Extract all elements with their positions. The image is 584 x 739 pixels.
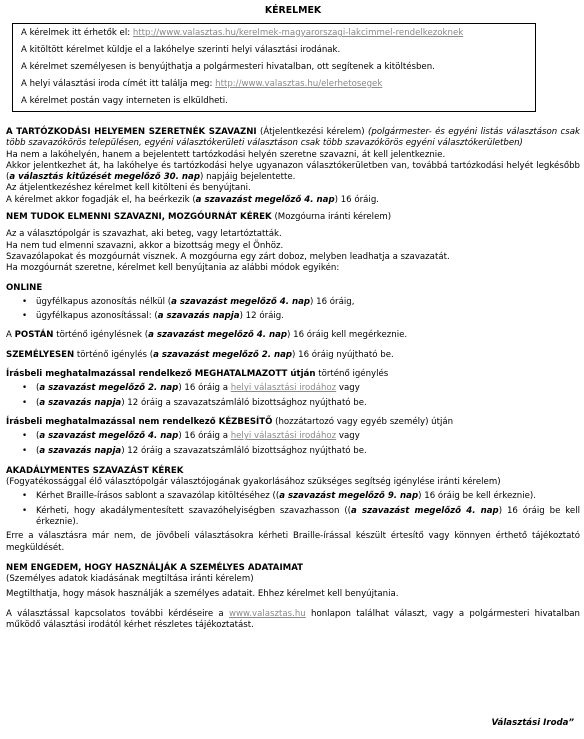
- akadalymentes-list: [6, 491, 580, 528]
- section-atjelentkezes-heading: A TARTÓZKODÁSI HELYEMEN SZERETNÉK SZAVAZNI (Átjelentkezési kérelem) (polgármester- és egyéni listás választáson csak több szavazókörös településen, egyéni választókerületi választáson csak több szavazókörös egyéni választókerületben): [6, 127, 580, 149]
- list-item: • (a szavazás napja) 12 óráig a szavazatszámláló bizottsághoz nyújtható be.: [6, 446, 580, 457]
- paragraph: Szavazólapokat és mozgóurnát visznek. A mozgóurna egy zárt doboz, melyben leadhatja a szavazatát.: [6, 251, 450, 262]
- paragraph: Az a választópolgár is szavazhat, aki beteg, vagy letartóztatták.: [6, 229, 282, 240]
- online-heading: ONLINE: [6, 282, 43, 293]
- page-title: KÉRELMEK: [264, 5, 322, 16]
- helyi-valasztasi-iroda-link[interactable]: helyi választási irodához: [230, 383, 337, 394]
- kerelmek-link[interactable]: http://www.valasztas.hu/kerelmek-magyarorszagi-lakcimmel-rendelkezoknek: [132, 28, 464, 38]
- signature: Választási Iroda”: [491, 718, 574, 728]
- meghatalmazott-heading: Írásbeli meghatalmazással rendelkező MEGHATALMAZOTT útján történő igénylés: [6, 369, 389, 380]
- info-line-4: A helyi választási iroda címét itt találja meg: http://www.valasztas.hu/elerhetosegek: [21, 79, 383, 89]
- szemelyesen-paragraph: SZEMÉLYESEN történő igénylés (a szavazást megelőző 2. nap) 16 óráig nyújtható be.: [6, 349, 394, 360]
- info-line-2: A kitöltött kérelmet küldje el a lakóhelye szerinti helyi választási irodának.: [21, 45, 341, 55]
- paragraph: Megtilthatja, hogy mások használják a személyes adatait. Ehhez kérelmet kell benyújtania.: [6, 588, 399, 599]
- akadalymentes-subtitle: (Fogyatékossággal élő választópolgár választójogának gyakorlásához szükséges segítség igénylése iránti kérelem): [6, 477, 501, 488]
- paragraph: Erre a választásra már nem, de jövőbeli választásokra kérheti Braille-írással készült értesítő vagy könnyen érthető tájékoztató megküldését.: [6, 531, 580, 553]
- paragraph: A kérelmet akkor fogadják el, ha beérkezik (a szavazást megelőző 4. nap) 16 óráig.: [6, 194, 380, 205]
- list-item: • Kérhet Braille-írásos sablont a szavazólap kitöltéséhez ((a szavazást megelőző 9. nap) 16 óráig be kell érkeznie).: [6, 491, 580, 502]
- adatok-subtitle: (Személyes adatok kiadásának megtiltása iránti kérelem): [6, 574, 254, 585]
- postan-paragraph: A POSTÁN történő igénylésnek (a szavazást megelőző 4. nap) 16 óráig kell megérkeznie.: [6, 330, 408, 341]
- elerhetosegek-link[interactable]: http://www.valasztas.hu/elerhetosegek: [215, 79, 383, 89]
- kezbesito-list: [6, 431, 580, 457]
- valasztas-hu-link[interactable]: www.valasztas.hu: [228, 608, 306, 619]
- info-line-3: A kérelmet személyesen is benyújthatja a polgármesteri hivatalban, ott segítenek a kitöltésben.: [21, 62, 435, 72]
- paragraph: Ha nem a lakóhelyén, hanem a bejelentett tartózkodási helyén szeretne szavazni, át kell jelentkeznie.: [6, 149, 446, 160]
- document-page: [6, 0, 580, 631]
- list-item: • Kérheti, hogy akadálymentesített szavazóhelyiségben szavazhasson ((a szavazást megelőző 4. nap) 16 óráig be kell érkeznie).: [6, 506, 580, 529]
- helyi-valasztasi-iroda-link[interactable]: helyi választási irodához: [230, 431, 337, 442]
- footer-paragraph: A választással kapcsolatos további kérdéseire a www.valasztas.hu honlapon találhat választ, vagy a polgármesteri hivatalban működő választási irodától kérhet részletes tájékoztatást.: [6, 608, 580, 631]
- list-item: • ügyfélkapus azonosítással: (a szavazás napja) 12 óráig.: [6, 311, 580, 322]
- section-mozgourna-heading: NEM TUDOK ELMENNI SZAVAZNI, MOZGÓURNÁT KÉREK (Mozgóurna iránti kérelem): [6, 212, 392, 223]
- info-line-1: A kérelmek itt érhetők el: http://www.valasztas.hu/kerelmek-magyarorszagi-lakcimmel-rendelkezoknek: [21, 28, 464, 38]
- paragraph: Ha mozgóurnát szeretne, kérelmet kell benyújtania az alábbi módok egyikén:: [6, 263, 340, 274]
- kezbesito-heading: Írásbeli meghatalmazással nem rendelkező KÉZBESÍTŐ (hozzátartozó vagy egyéb személy) útján: [6, 416, 454, 427]
- adatok-heading: NEM ENGEDEM, HOGY HASZNÁLJÁK A SZEMÉLYES ADATAIMAT: [6, 562, 304, 573]
- info-box: [12, 23, 536, 112]
- akadalymentes-heading: AKADÁLYMENTES SZAVAZÁST KÉREK: [6, 465, 184, 476]
- paragraph: Az átjelentkezéshez kérelmet kell kitölteni és benyújtani.: [6, 183, 251, 194]
- list-item: • ügyfélkapus azonosítás nélkül (a szavazást megelőző 4. nap) 16 óráig,: [6, 297, 580, 308]
- list-item: • (a szavazást megelőző 4. nap) 16 óráig a helyi választási irodához vagy: [6, 431, 580, 442]
- info-line-5: A kérelmet postán vagy interneten is elküldheti.: [21, 96, 228, 106]
- paragraph: Ha nem tud elmenni szavazni, akkor a bizottság megy el Önhöz.: [6, 240, 284, 251]
- paragraph: Akkor jelentkezhet át, ha lakóhelye és tartózkodási helye ugyanazon választókerületben van, továbbá tartózkodási helyét legkésőbb (a választás kitűzését megelőző 30. nap) napjáig bejelentette.: [6, 160, 580, 183]
- list-item: • (a szavazás napja) 12 óráig a szavazatszámláló bizottsághoz nyújtható be.: [6, 398, 580, 409]
- main-content: [6, 127, 580, 631]
- list-item: • (a szavazást megelőző 2. nap) 16 óráig a helyi választási irodához vagy: [6, 383, 580, 394]
- meghatalmazott-list: [6, 383, 580, 409]
- online-list: [6, 297, 580, 323]
